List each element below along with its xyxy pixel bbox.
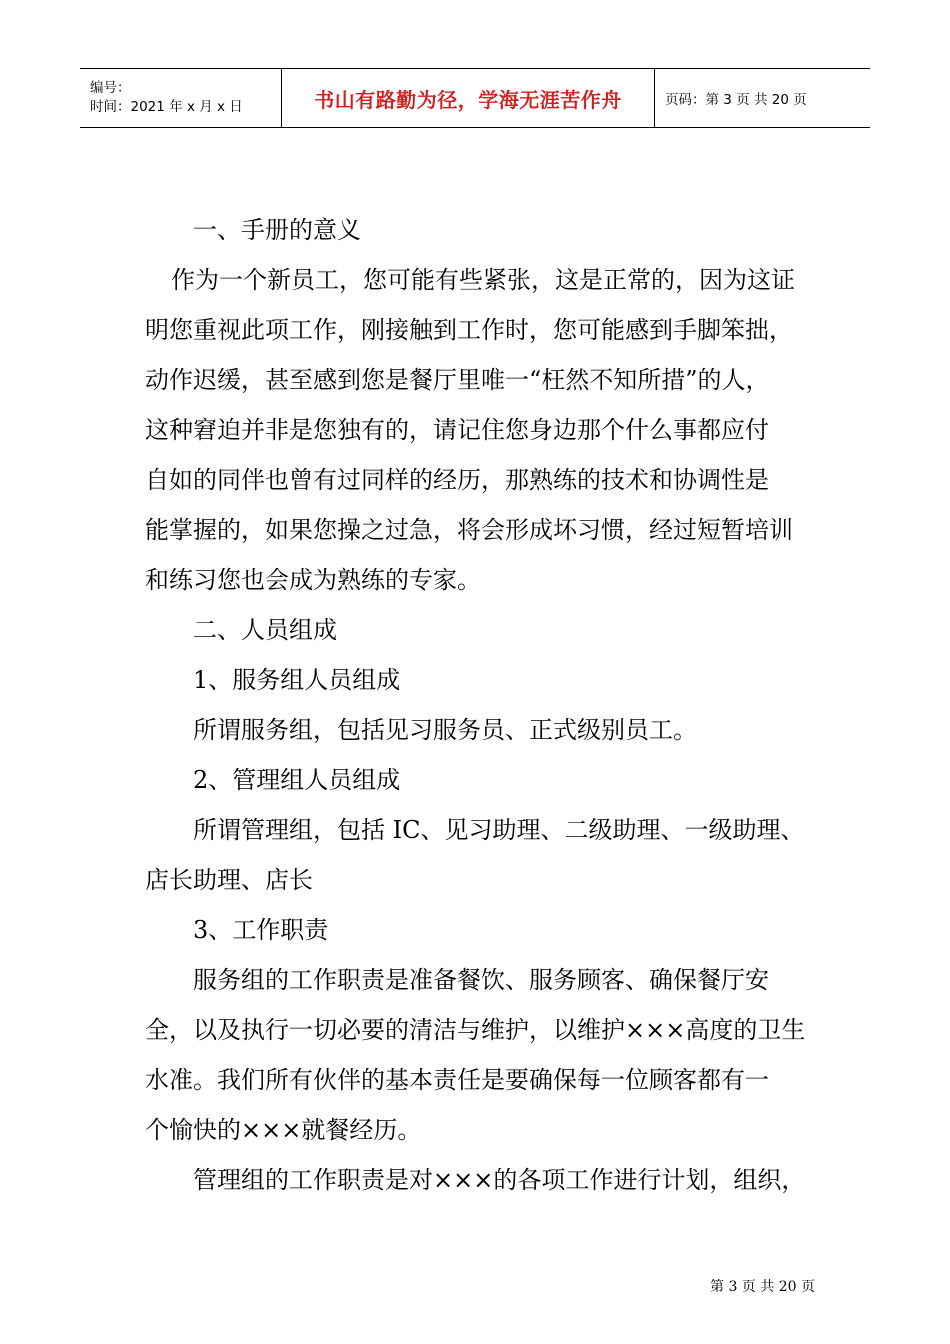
subsection-heading: 2、管理组人员组成 — [193, 766, 401, 794]
paragraph-line: 能掌握的，如果您操之过急，将会形成坏习惯，经过短暂培训 — [145, 516, 793, 544]
paragraph-line: 这种窘迫并非是您独有的，请记住您身边那个什么事都应付 — [145, 416, 769, 444]
subsection-heading: 1、服务组人员组成 — [193, 666, 401, 694]
paragraph-line: 管理组的工作职责是对×××的各项工作进行计划，组织， — [193, 1166, 806, 1194]
header-page-info: 页码：第 3 页 共 20 页 — [665, 92, 807, 108]
document-body — [145, 205, 815, 1205]
paragraph-line: 水准。我们所有伙伴的基本责任是要确保每一位顾客都有一 — [145, 1066, 769, 1094]
paragraph-line: 所谓服务组，包括见习服务员、正式级别员工。 — [193, 716, 697, 744]
paragraph-line: 所谓管理组，包括 IC、见习助理、二级助理、一级助理、 — [193, 816, 805, 844]
paragraph-line: 服务组的工作职责是准备餐饮、服务顾客、确保餐厅安 — [193, 966, 769, 994]
paragraph-line: 自如的同伴也曾有过同样的经历，那熟练的技术和协调性是 — [145, 466, 769, 494]
paragraph-line: 作为一个新员工，您可能有些紧张，这是正常的，因为这证 — [171, 266, 795, 294]
paragraph-line: 店长助理、店长 — [145, 866, 313, 894]
document-number-label: 编号： — [90, 80, 131, 96]
page-header — [80, 68, 870, 128]
document-time-label: 时间：2021 年 x 月 x 日 — [90, 99, 243, 115]
paragraph-line: 动作迟缓，甚至感到您是餐厅里唯一“枉然不知所措”的人， — [145, 366, 770, 394]
header-meta — [80, 69, 282, 127]
section-heading: 二、人员组成 — [193, 616, 337, 644]
paragraph-line: 和练习您也会成为熟练的专家。 — [145, 566, 481, 594]
subsection-heading: 3、工作职责 — [193, 916, 329, 944]
paragraph-line: 全，以及执行一切必要的清洁与维护，以维护×××高度的卫生 — [145, 1016, 806, 1044]
header-motto: 书山有路勤为径，学海无涯苦作舟 — [282, 69, 655, 127]
page-footer: 第 3 页 共 20 页 — [710, 1279, 815, 1295]
paragraph-line: 个愉快的×××就餐经历。 — [145, 1116, 422, 1144]
section-heading: 一、手册的意义 — [193, 216, 361, 244]
paragraph-line: 明您重视此项工作，刚接触到工作时，您可能感到手脚笨拙， — [145, 316, 793, 344]
